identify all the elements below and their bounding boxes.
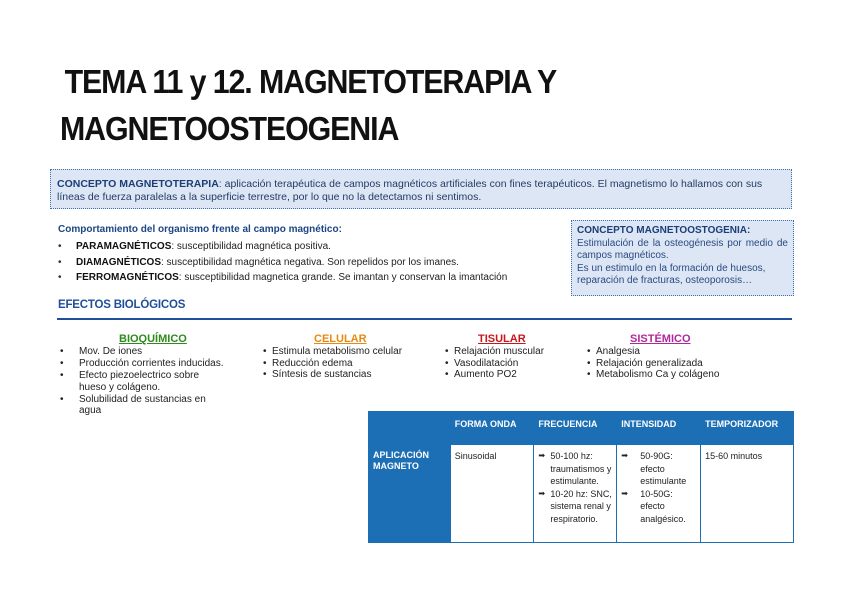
behaviour-desc: : susceptibilidad magnética positiva. [171,241,331,252]
list-item: • Aumento PO2 [445,369,585,381]
category-bioquimico: BIOQUÍMICO [119,333,187,345]
list-item: • Reducción edema [263,358,433,370]
concept-magnetoostogenia-line-1: Estimulación de la osteogénesis por medio de campos magnéticos. [577,237,788,261]
concept-magnetoostogenia-heading: CONCEPTO MAGNETOOSTOGENIA: [577,225,751,236]
behaviour-desc: : susceptibilidad magnetica grande. Se imantan y conservan la imantación [178,272,508,283]
intensidad-item: ➡ 50-90G: efecto estimulante [621,450,697,488]
tisular-list [445,346,585,381]
table-row [369,445,794,543]
list-item: • Relajación muscular [445,346,585,358]
intensidad-item: ➡ 10-50G: efecto analgésico. [621,488,697,526]
sistemico-list [587,346,767,381]
table-header-corner [369,412,451,445]
page-title [60,58,722,152]
concept-magnetoterapia-box [50,169,792,209]
table-header: INTENSIDAD [617,412,701,445]
behaviour-term: PARAMAGNÉTICOS [76,241,172,252]
title-line-1: TEMA 11 y 12. MAGNETOTERAPIA Y [64,63,557,100]
table-header: FRECUENCIA [534,412,617,445]
title-line-2: MAGNETOOSTEOGENIA [60,110,399,147]
row-label: APLICACIÓN MAGNETO [369,445,451,543]
category-sistemico: SISTÉMICO [630,333,691,345]
behaviour-section [58,224,563,286]
temporizador-cell: 15-60 minutos [701,445,794,543]
list-item: • Síntesis de sustancias [263,369,433,381]
list-item: • Vasodilatación [445,358,585,370]
frecuencia-cell [534,445,617,543]
list-item [58,270,563,286]
concept-magnetoostogenia-box [571,220,794,296]
concept-magnetoterapia-text: : aplicación terapéutica de campos magnéticos artificiales con fines terapéuticos. El magnetismo lo hallamos con sus líneas de fuerza paralelas a la superficie terrestre, por lo que no la detectamos ni sentimos. [57,178,763,203]
frecuencia-item: ➡ 10-20 hz: SNC, sistema renal y respiratorio. [538,488,613,526]
list-item [58,239,563,255]
behaviour-term: FERROMAGNÉTICOS [76,272,179,283]
parameters-table [368,411,794,543]
list-item: • Mov. De iones [58,346,248,358]
behaviour-desc: : susceptibilidad magnética negativa. Son repelidos por los imanes. [161,256,459,268]
frecuencia-item: ➡ 50-100 hz: traumatismos y estimulante. [538,450,613,488]
table-header: FORMA ONDA [450,412,534,445]
list-item [58,255,563,271]
list-item: • Efecto piezoelectrico sobre hueso y colágeno. [58,370,224,393]
section-divider [57,318,792,320]
behaviour-term: DIAMAGNÉTICOS [76,256,161,268]
bioquimico-list [58,346,248,417]
intensidad-cell [617,445,701,543]
table-header-row [369,412,794,445]
forma-onda-cell: Sinusoidal [450,445,534,543]
category-tisular: TISULAR [478,333,526,345]
list-item: • Solubilidad de sustancias en agua [58,394,229,417]
list-item: • Producción corrientes inducidas. [58,358,248,370]
list-item: • Estimula metabolismo celular [263,346,433,358]
list-item: • Relajación generalizada [587,358,767,370]
celular-list [263,346,433,381]
table-header: TEMPORIZADOR [701,412,794,445]
concept-magnetoterapia-label: CONCEPTO MAGNETOTERAPIA [57,178,219,190]
behaviour-heading: Comportamiento del organismo frente al campo magnético: [58,224,342,235]
list-item: • Analgesia [587,346,767,358]
list-item: • Metabolismo Ca y colágeno [587,369,767,381]
concept-magnetoostogenia-line-2: Es un estimulo en la formación de huesos, reparación de fracturas, osteoporosis… [577,262,766,286]
effects-heading: EFECTOS BIOLÓGICOS [58,299,186,311]
category-celular: CELULAR [314,333,367,345]
